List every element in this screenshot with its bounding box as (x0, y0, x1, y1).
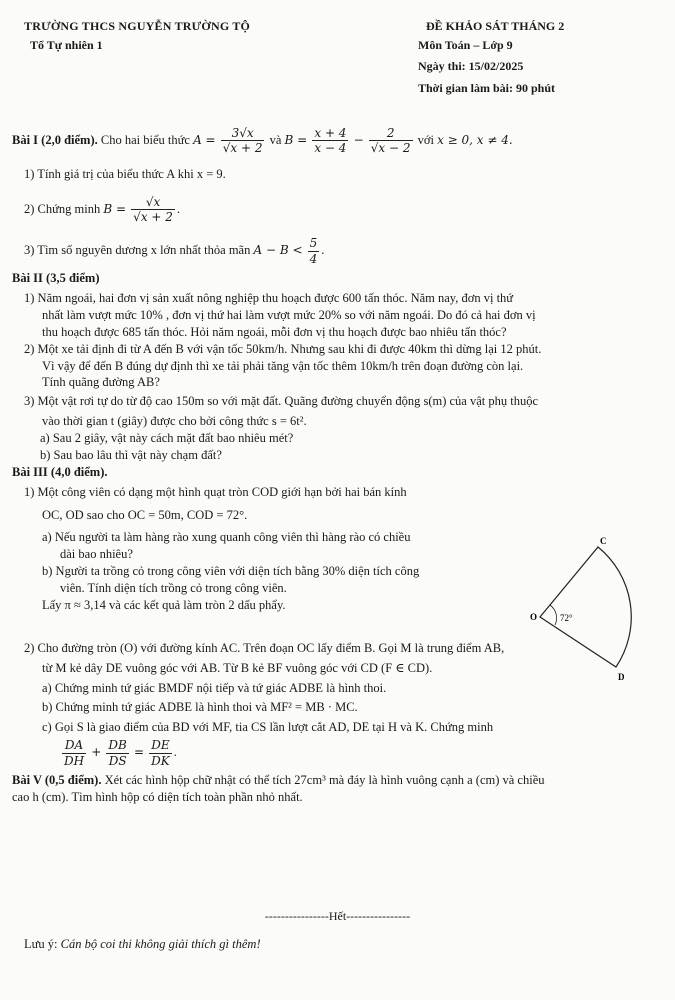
problem-3-p1-qa-line1: a) Nếu người ta làm hàng rào xung quanh công viên thì hàng rào có chiều (42, 530, 411, 545)
word-with: với (417, 132, 434, 147)
problem-5-text-line2: cao h (cm). Tìm hình hộp có diện tích toàn phần nhỏ nhất. (12, 789, 303, 804)
q2-den: √x + 2 (133, 210, 173, 225)
word-and: và (269, 132, 282, 147)
label-c: C (600, 536, 607, 546)
problem-3-p1-line1: 1) Một công viên có dạng một hình quạt tròn COD giới hạn bởi hai bán kính (24, 484, 407, 499)
problem-3-p2-line1: 2) Cho đường tròn (O) với đường kính AC. Trên đoạn OC lấy điểm B. Gọi M là trung điểm AB, (24, 640, 505, 655)
expr-b-num2: 2 (369, 126, 413, 141)
expr-b-num1: x + 4 (314, 126, 347, 140)
header-left (24, 18, 354, 53)
expr-b-minus: − (353, 132, 364, 147)
formula-plus: + (91, 744, 102, 759)
q2-num: √x (131, 195, 175, 210)
expr-a-num: 3√x (221, 126, 265, 141)
condition: x ≥ 0, x ≠ 4. (437, 132, 513, 147)
q3-num: 5 (309, 236, 318, 251)
problem-3-p1-qb-line1: b) Người ta trồng cỏ trong công viên với diện tích bằng 30% diện tích công (42, 564, 420, 579)
formula-frac-1 (62, 738, 86, 768)
department-name: Tổ Tự nhiên 1 (30, 38, 103, 53)
formula-f1-num: DA (62, 738, 86, 753)
problem-3-p2-line2: từ M kẻ dây DE vuông góc với AB. Từ B kẻ BF vuông góc với CD (F ∈ CD). (42, 660, 433, 675)
problem-2-q1-line3: thu hoạch được 685 tấn thóc. Hỏi năm ngoái, mỗi đơn vị thu hoạch được bao nhiêu tấn thóc? (42, 324, 507, 339)
expr-b-lhs: B = (284, 132, 308, 147)
problem-1-q3: 3) Tìm số nguyên dương x lớn nhất thỏa mãn A − B < $\frac{5}{4}$ . (24, 236, 325, 266)
exam-title: ĐỀ KHẢO SÁT THÁNG 2 (426, 19, 565, 33)
problem-1-q3-text: 3) Tìm số nguyên dương x lớn nhất thỏa mãn (24, 243, 251, 258)
problem-2-q2-line2: Vì vậy để đến B đúng dự định thì xe tải phải tăng vận tốc thêm 10km/h trên đoạn đường còn lại. (42, 358, 524, 373)
footer-note (24, 936, 261, 953)
formula-f1-den: DH (64, 753, 85, 768)
formula-period: . (173, 744, 177, 759)
problem-2-q3-line2: vào thời gian t (giây) được cho bởi công thức s = 6t². (42, 414, 307, 429)
exam-subject: Môn Toán – Lớp 9 (418, 38, 513, 53)
problem-3-p2-qa: a) Chứng minh tứ giác BMDF nội tiếp và tứ giác ADBE là hình thoi. (42, 680, 387, 695)
school-name: TRƯỜNG THCS NGUYỄN TRƯỜNG TỘ (24, 19, 251, 33)
problem-2-q1-line2: nhất làm vượt mức 10% , đơn vị thứ hai làm vượt mức 20% so với năm ngoái. Do đó cả hai đơn vị (42, 307, 536, 322)
problem-1-q1: 1) Tính giá trị của biểu thức A khi x = 9. (24, 166, 226, 181)
formula-f2-den: DS (108, 753, 127, 768)
expr-b-den2: √x − 2 (370, 141, 411, 156)
formula-frac-3 (149, 738, 172, 768)
sector-figure (528, 535, 638, 685)
q2-fraction (131, 195, 175, 225)
problem-3-p2-qc-line1: c) Gọi S là giao điểm của BD với MF, tia CS lần lượt cắt AD, DE tại H và K. Chứng minh (42, 720, 494, 735)
formula-f3-num: DE (149, 738, 172, 753)
problem-2-q2-line3: Tính quãng đường AB? (42, 375, 160, 390)
problem-2-q2-line1: 2) Một xe tải định đi từ A đến B với vận tốc 50km/h. Nhưng sau khi đi được 40km thì dừng lại 12 phút. (24, 341, 542, 356)
expr-b-fraction-2 (369, 126, 413, 156)
expr-b-den1: x − 4 (314, 141, 347, 156)
problem-2-q1-line1: 1) Năm ngoái, hai đơn vị sản xuất nông nghiệp thu hoạch được 600 tấn thóc. Năm nay, đơn vị thứ (24, 291, 514, 306)
label-d: D (618, 672, 625, 682)
expr-a-den: √x + 2 (222, 141, 263, 156)
sector-angle-arc (550, 605, 557, 625)
formula-equals: = (133, 744, 145, 759)
expr-a-lhs: A = (193, 132, 216, 147)
label-o: O (530, 612, 538, 622)
problem-3-p1-qa-line2: dài bao nhiêu? (60, 547, 133, 562)
problem-3-p2-qc-formula (60, 738, 662, 768)
exam-content (12, 112, 662, 806)
note-text: Cán bộ coi thi không giải thích gì thêm! (60, 937, 261, 951)
problem-2-q3-a: a) Sau 2 giây, vật này cách mặt đất bao nhiêu mét? (40, 431, 294, 446)
problem-1-q2-text: 2) Chứng minh (24, 201, 101, 216)
problem-1-intro-text: Cho hai biểu thức (100, 132, 190, 147)
note-label: Lưu ý: (24, 937, 58, 951)
problem-5-text-line1: Xét các hình hộp chữ nhật có thể tích 27cm³ mà đáy là hình vuông cạnh a (cm) và chiều (104, 773, 545, 787)
q3-den: 4 (309, 251, 318, 266)
problem-1-title: Bài I (2,0 điểm). (12, 132, 98, 147)
expr-b-fraction-1 (312, 126, 348, 156)
q3-expr: A − B < (253, 243, 303, 258)
formula-f2-num: DB (108, 738, 127, 753)
problem-2-title: Bài II (3,5 điểm) (12, 271, 100, 286)
q2-lhs: B = (103, 201, 127, 216)
exam-date: Ngày thi: 15/02/2025 (418, 59, 524, 74)
problem-3-p2-qb: b) Chứng minh tứ giác ADBE là hình thoi và MF² = MB · MC. (42, 700, 358, 715)
problem-1-intro (12, 126, 662, 156)
formula-f3-den: DK (151, 753, 170, 768)
problem-5 (12, 772, 662, 789)
problem-1-q2: 2) Chứng minh B = $\frac{√x}{√x + 2}$ . (24, 194, 181, 225)
q3-fraction (308, 236, 320, 266)
exam-duration: Thời gian làm bài: 90 phút (418, 80, 556, 95)
problem-2-q3-b: b) Sau bao lâu thì vật này chạm đất? (40, 447, 222, 462)
problem-3-title: Bài III (4,0 điểm). (12, 464, 108, 479)
header-right (418, 18, 668, 96)
problem-3-p1-line2: OC, OD sao cho OC = 50m, COD = 72°. (42, 507, 248, 522)
expr-a-fraction (221, 126, 265, 156)
label-angle: 72° (560, 613, 573, 623)
problem-2-q3-line1: 3) Một vật rơi tự do từ độ cao 150m so với mặt đất. Quãng đường chuyển động s(m) của vật phụ thuộc (24, 394, 539, 409)
problem-3-p1-qb-line2: viên. Tính diện tích trồng cỏ trong công viên. (60, 581, 287, 596)
end-marker: ----------------Hết---------------- (264, 909, 411, 923)
problem-5-title: Bài V (0,5 điểm). (12, 773, 102, 787)
problem-3-p1-note: Lấy π ≈ 3,14 và các kết quả làm tròn 2 dấu phẩy. (42, 597, 286, 612)
sector-shape (540, 547, 631, 667)
formula-frac-2 (106, 738, 128, 768)
